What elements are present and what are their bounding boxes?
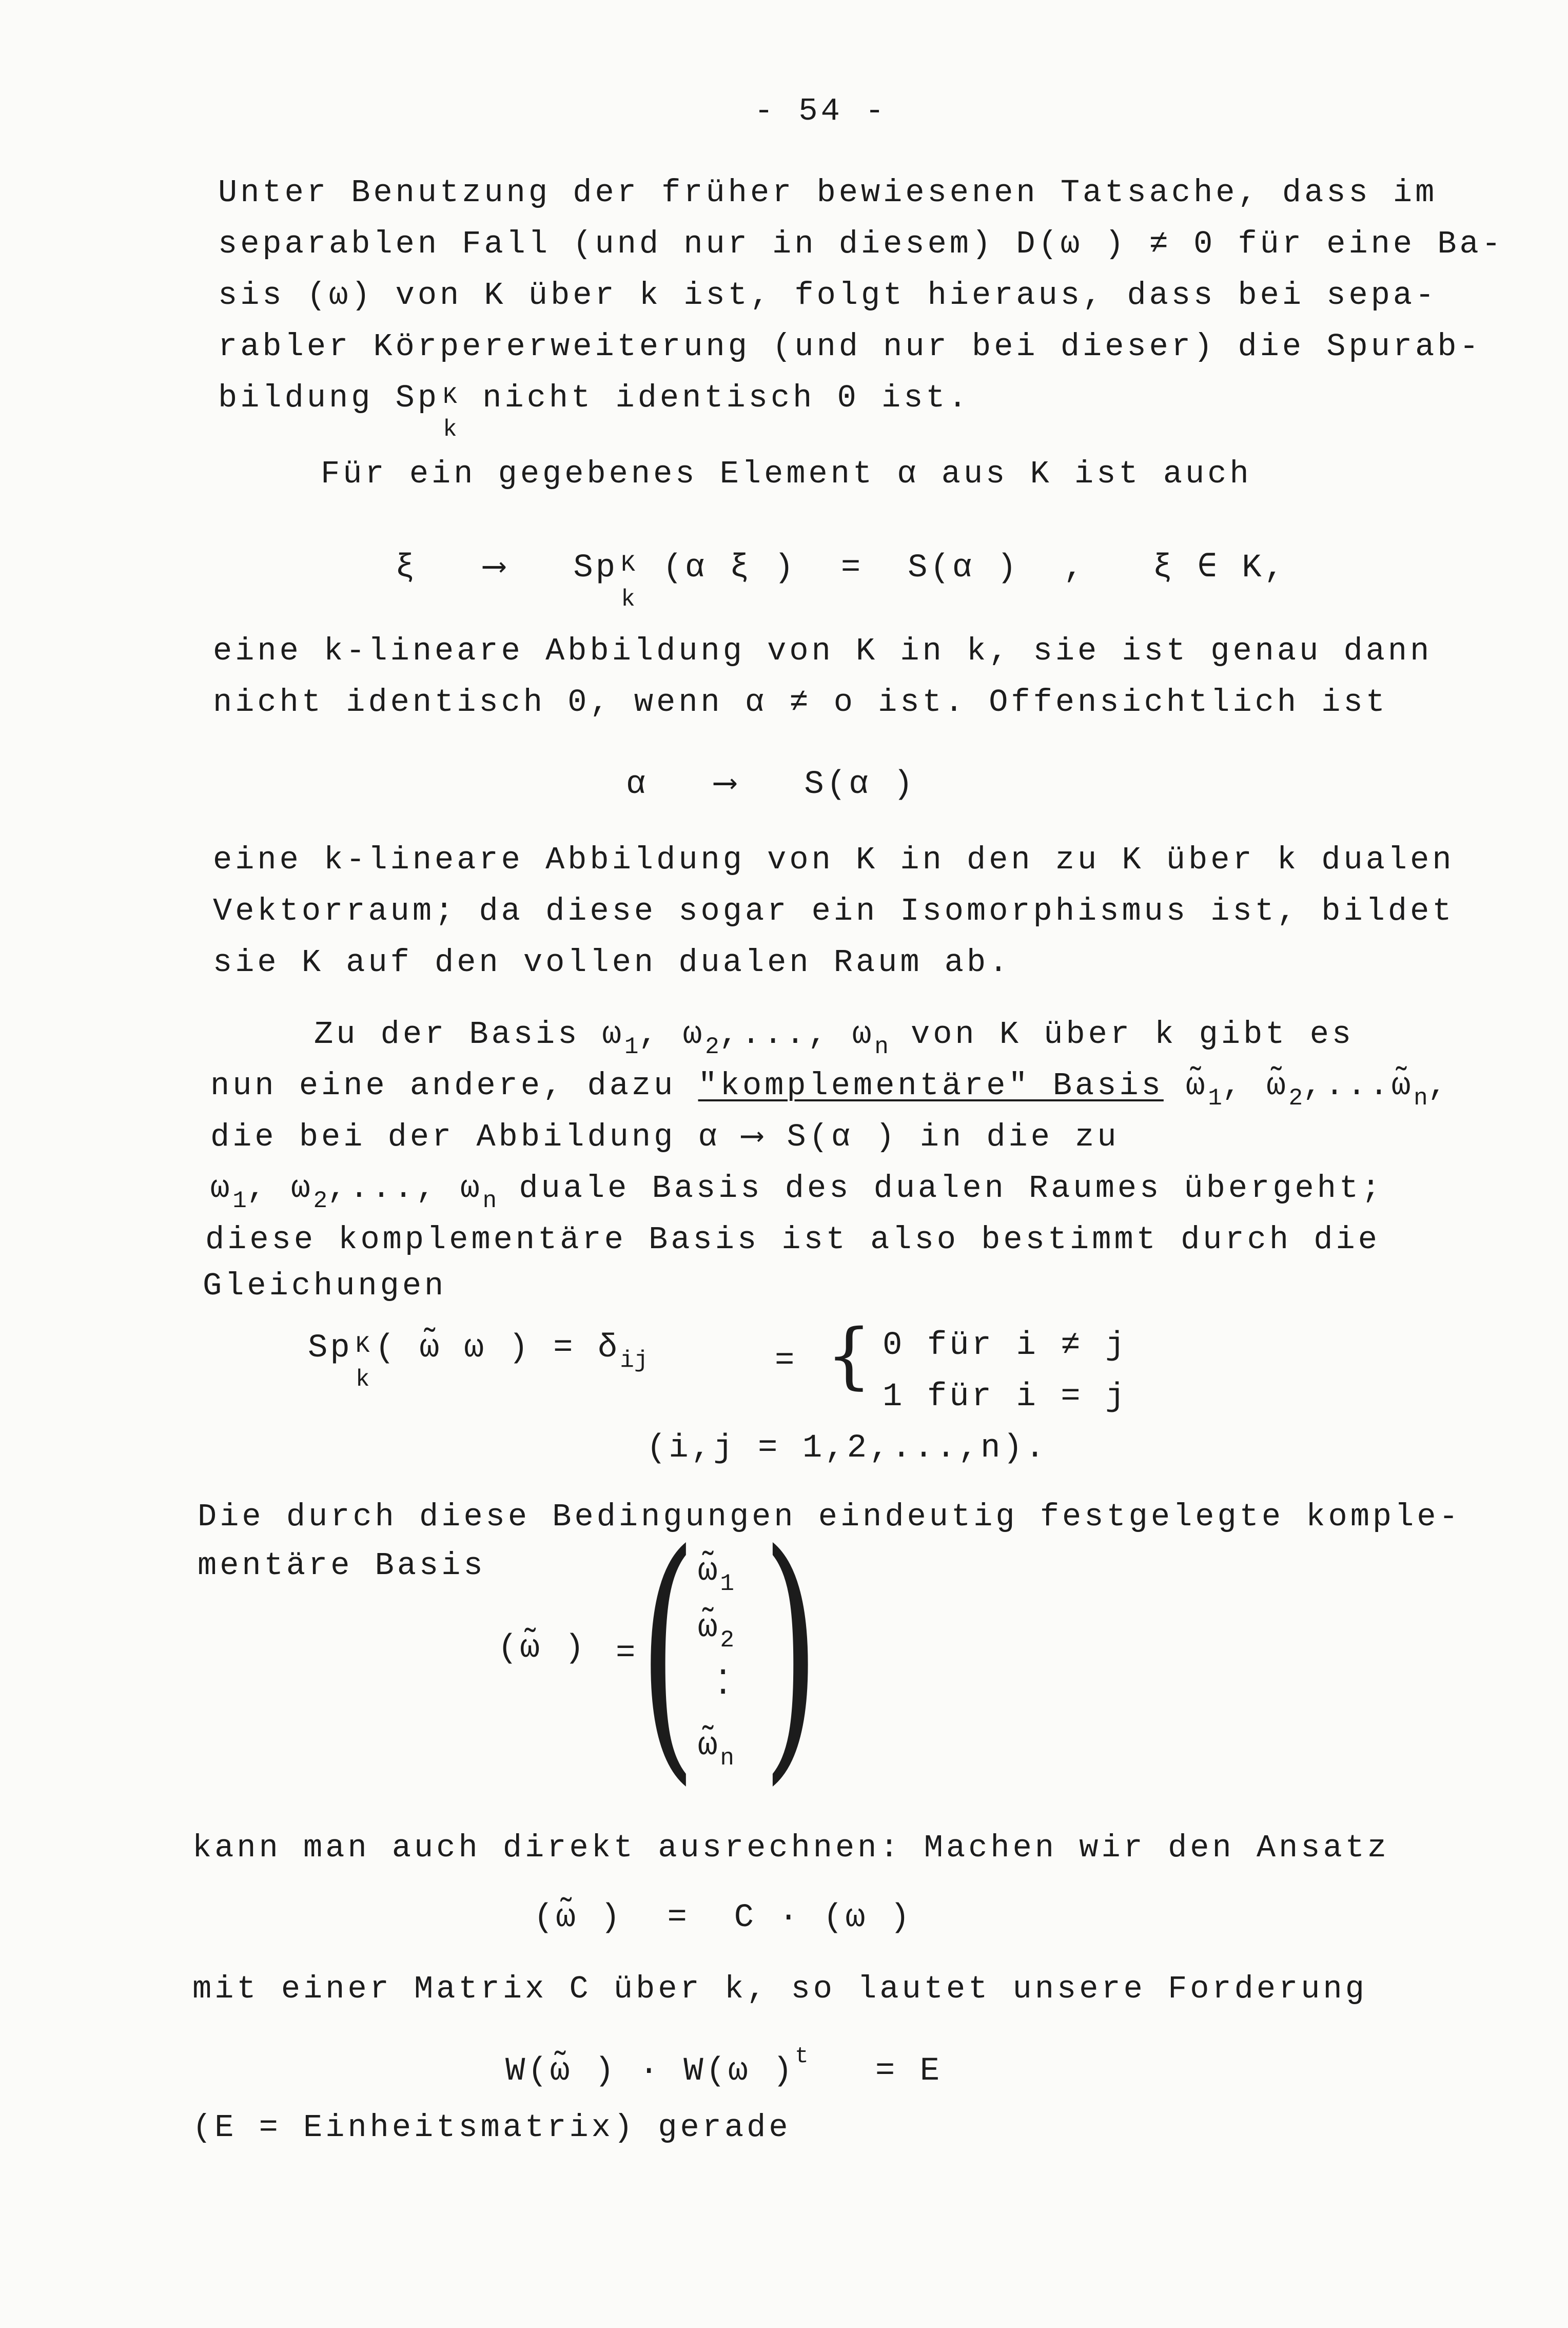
text-line: sie K auf den vollen dualen Raum ab. <box>213 944 1011 981</box>
formula-requirement: W(ω̃ ) · W(ω )$^t$ = E <box>505 2044 943 2090</box>
formula-ansatz: (ω̃ ) = C · (ω ) <box>534 1899 912 1936</box>
text-line: mentäre Basis <box>198 1547 486 1584</box>
text-line: Zu der Basis $\omega_1$, $\omega_2$,..., $\omega_n$ von K über k gibt es <box>314 1016 1355 1060</box>
text-line: Vektorraum; da diese sogar ein Isomorphismus ist, bildet <box>213 893 1455 929</box>
vector-entry: $\omegã_1$ <box>698 1553 735 1597</box>
text-line: bildung Sp K k nicht identisch 0 ist. <box>218 380 970 443</box>
formula-complementary-condition: Sp K k ( ω̃ ω ) = $\delta_{ij}$ <box>308 1330 649 1393</box>
case-line: 0 für i ≠ j <box>883 1327 1128 1364</box>
text-line: sis (ω) von K über k ist, folgt hieraus, dass bei sepa- <box>218 277 1438 314</box>
right-paren: ) <box>762 1497 820 1808</box>
text-line: mit einer Matrix C über k, so lautet unsere Forderung <box>192 1971 1367 2007</box>
formula-trace-map: ξ ⟶ Sp K k (α ξ ) = S(α ) , ξ ∈ K, <box>395 550 1287 613</box>
text-line: Gleichungen <box>203 1268 447 1304</box>
formula-equals: = <box>616 1635 638 1672</box>
text-line: Für ein gegebenes Element α aus K ist auch <box>321 456 1252 492</box>
formula-vector-lhs: (ω̃ ) <box>498 1630 587 1667</box>
formula-equals: = <box>775 1343 797 1380</box>
text-line: eine k-lineare Abbildung von K in den zu K über k dualen <box>213 842 1455 878</box>
page-number: - 54 - <box>754 93 888 129</box>
formula-alpha-map: α ⟶ S(α ) <box>626 766 916 803</box>
formula-range: (i,j = 1,2,...,n). <box>646 1430 1048 1467</box>
text-line: diese komplementäre Basis ist also bestimmt durch die <box>205 1221 1380 1258</box>
text-line: die bei der Abbildung α ⟶ S(α ) in die zu <box>210 1119 1120 1155</box>
text-line: rabler Körpererweiterung (und nur bei dieser) die Spurab- <box>218 328 1482 365</box>
text-line: kann man auch direkt ausrechnen: Machen wir den Ansatz <box>192 1830 1390 1866</box>
text-line: Unter Benutzung der früher bewiesenen Tatsache, dass im <box>218 174 1438 211</box>
left-paren: ( <box>639 1497 697 1808</box>
text-line: $\omega_1$, $\omega_2$,..., $\omega_n$ duale Basis des dualen Raumes übergeht; <box>210 1170 1384 1214</box>
text-line: eine k-lineare Abbildung von K in k, sie ist genau dann <box>213 633 1433 669</box>
text-line: nicht identisch 0, wenn α ≠ o ist. Offensichtlich ist <box>213 684 1388 721</box>
vector-dots: · · <box>713 1654 736 1711</box>
text-line: nun eine andere, dazu "komplementäre" Basis $\omegã_1$, $\omegã_2,...\omegã_n$, <box>210 1068 1450 1112</box>
vector-entry: $\omegã_n$ <box>698 1728 735 1772</box>
brace: { <box>826 1314 872 1398</box>
case-line: 1 für i = j <box>883 1379 1128 1415</box>
text-line: separablen Fall (und nur in diesem) D(ω ) ≠ 0 für eine Ba- <box>218 226 1504 262</box>
text-line: Die durch diese Bedingungen eindeutig festgelegte komple- <box>198 1499 1461 1535</box>
text-line: (E = Einheitsmatrix) gerade <box>192 2109 791 2146</box>
vector-entry: $\omegã_2$ <box>698 1609 735 1654</box>
